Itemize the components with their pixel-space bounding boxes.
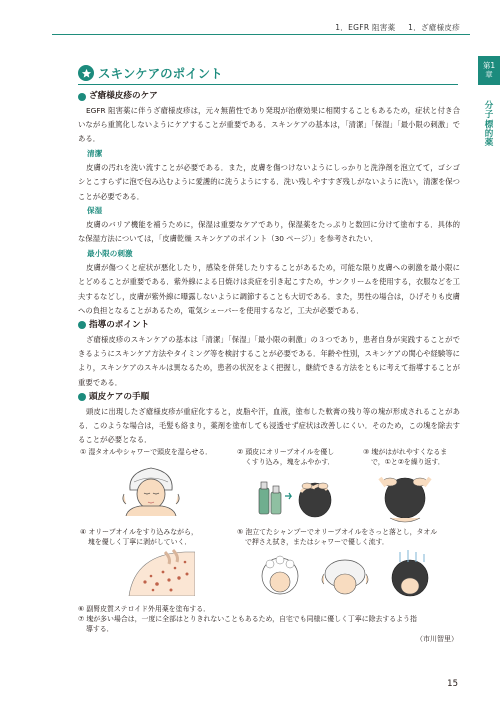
paragraph-scalp-care: 頭皮に出現したざ瘡様皮疹が重症化すると，皮脂や汗，血液，塗布した軟膏の残り等の塊が形成されることがある．このような場合は，毛髪も絡まり，薬剤を塗布しても浸透せず症状は改善しにくい．そのため，この塊を除去することが必要となる． bbox=[78, 406, 460, 445]
chapter-label: 分子標的薬 bbox=[484, 101, 494, 149]
step3-repeat-illustration bbox=[370, 468, 440, 524]
author-credit: （市川智里） bbox=[416, 635, 458, 643]
paragraph-acne-care: EGFR 阻害薬に伴うざ瘡様皮疹は，元々無菌性であり発現が治療効果に相関することもあるため，症状と付き合いながら重篤化しないようにケアすることが重要である．スキンケアの基本は，「清潔」「保湿」「最小限の刺激」である． bbox=[78, 106, 460, 144]
section-heading bbox=[78, 64, 223, 82]
step2-caption-line2: くすり込み，塊をふやかす． bbox=[245, 458, 335, 466]
section-title: スキンケアのポイント bbox=[98, 66, 223, 81]
step1-towel-illustration bbox=[120, 460, 182, 516]
section-rule bbox=[78, 84, 458, 85]
bullet-icon bbox=[78, 321, 86, 329]
star-badge-icon bbox=[78, 65, 94, 81]
running-head-drug: 1．EGFR 阻害薬 bbox=[335, 23, 396, 32]
step7-note-line1: ⑦ 塊が多い場合は，一度に全部はとりきれないこともあるため，自宅でも同様に優しく丁寧に除去するよう指 bbox=[78, 615, 417, 623]
page-number: 15 bbox=[447, 679, 458, 689]
step6-note: ⑥ 副腎皮質ステロイド外用薬を塗布する． bbox=[78, 605, 211, 613]
step5-shampoo-illustration bbox=[250, 550, 440, 598]
heading-guidance: 指導のポイント bbox=[78, 318, 460, 333]
subheading-cleanliness: 清潔 bbox=[87, 148, 103, 158]
step4-caption-line2: 塊を優しく丁寧に剥がしていく． bbox=[88, 538, 192, 546]
step3-caption-line2: で，①と②を繰り返す． bbox=[371, 458, 445, 466]
header-rule bbox=[52, 34, 470, 35]
running-head-topic: 1．ざ瘡様皮疹 bbox=[408, 23, 460, 32]
step2-olive-oil-illustration bbox=[255, 470, 335, 522]
bullet-icon bbox=[78, 393, 86, 401]
step2-caption-line1: ② 頭皮にオリーブオイルを優し bbox=[237, 448, 335, 456]
step4-peeling-illustration bbox=[125, 548, 195, 596]
chapter-tab-line2: 章 bbox=[485, 70, 493, 80]
paragraph-cleanliness: 皮膚の汚れを洗い流すことが必要である．また，皮膚を傷つけないようにしっかりと洗浄剤を泡立てて，ゴシゴシとこすらずに泡で包み込むように愛護的に洗うようにする．洗い残しやすすぎ残しがないように洗い，清潔を保つことが必要である． bbox=[78, 163, 460, 201]
step5-caption-line1: ⑤ 泡立てたシャンプーでオリーブオイルをさっと落とし，タオル bbox=[237, 528, 438, 536]
paragraph-guidance: ざ瘡様皮疹のスキンケアの基本は「清潔」「保湿」「最小限の刺激」の３つであり，患者自身が実践することができるようにスキンケア方法やタイミング等を検討することが必要である．年齢や性別，スキンケアの関心や経験等により，スキンケアのスキルは異なるため，患者の状況をよく把握し，継続できる方法をともに考えて指導することが重要である． bbox=[78, 334, 460, 387]
main-content bbox=[78, 89, 460, 447]
heading-scalp-care: 頭皮ケアの手順 bbox=[78, 390, 460, 405]
step7-note-line2: 導する． bbox=[86, 625, 114, 633]
step1-caption: ① 湿タオルやシャワーで頭皮を湿らせる． bbox=[80, 448, 213, 456]
paragraph-moisturizing: 皮膚のバリア機能を補うために，保湿は重要なケアであり，保湿薬をたっぷりと数回に分けて塗布する．具体的な保湿方法については，「皮膚乾燥 スキンケアのポイント（30 ページ）」を参考されたい． bbox=[78, 220, 460, 244]
step5-caption-line2: で押さえ拭き，またはシャワーで優しく流す． bbox=[245, 538, 389, 546]
paragraph-minimal-irritation: 皮膚が傷つくと症状が悪化したり，感染を併発したりすることがあるため，可能な限り皮膚への刺激を最小限にとどめることが重要である．紫外線による日焼けは炎症を引き起こすため，サンクリームを使用する，衣服などを工夫するなどし，皮膚が紫外線に曝露しないように調節することも大切である．また，男性の場合は，ひげそりも皮膚への負担となることがあるため，電気シェーバーを使用するなど，工夫が必要である． bbox=[78, 263, 460, 315]
step4-caption-line1: ④ オリーブオイルをすり込みながら， bbox=[80, 528, 198, 536]
step3-caption-line1: ③ 塊がはがれやすくなるま bbox=[363, 448, 448, 456]
chapter-tab-line1: 第1 bbox=[482, 61, 496, 70]
chapter-tab bbox=[478, 56, 500, 85]
heading-acne-care: ざ瘡様皮疹のケア bbox=[78, 89, 460, 104]
subheading-moisturizing: 保湿 bbox=[87, 205, 103, 215]
subheading-minimal-irritation: 最小限の刺激 bbox=[87, 248, 133, 258]
bullet-icon bbox=[78, 93, 86, 101]
running-head bbox=[325, 22, 460, 33]
